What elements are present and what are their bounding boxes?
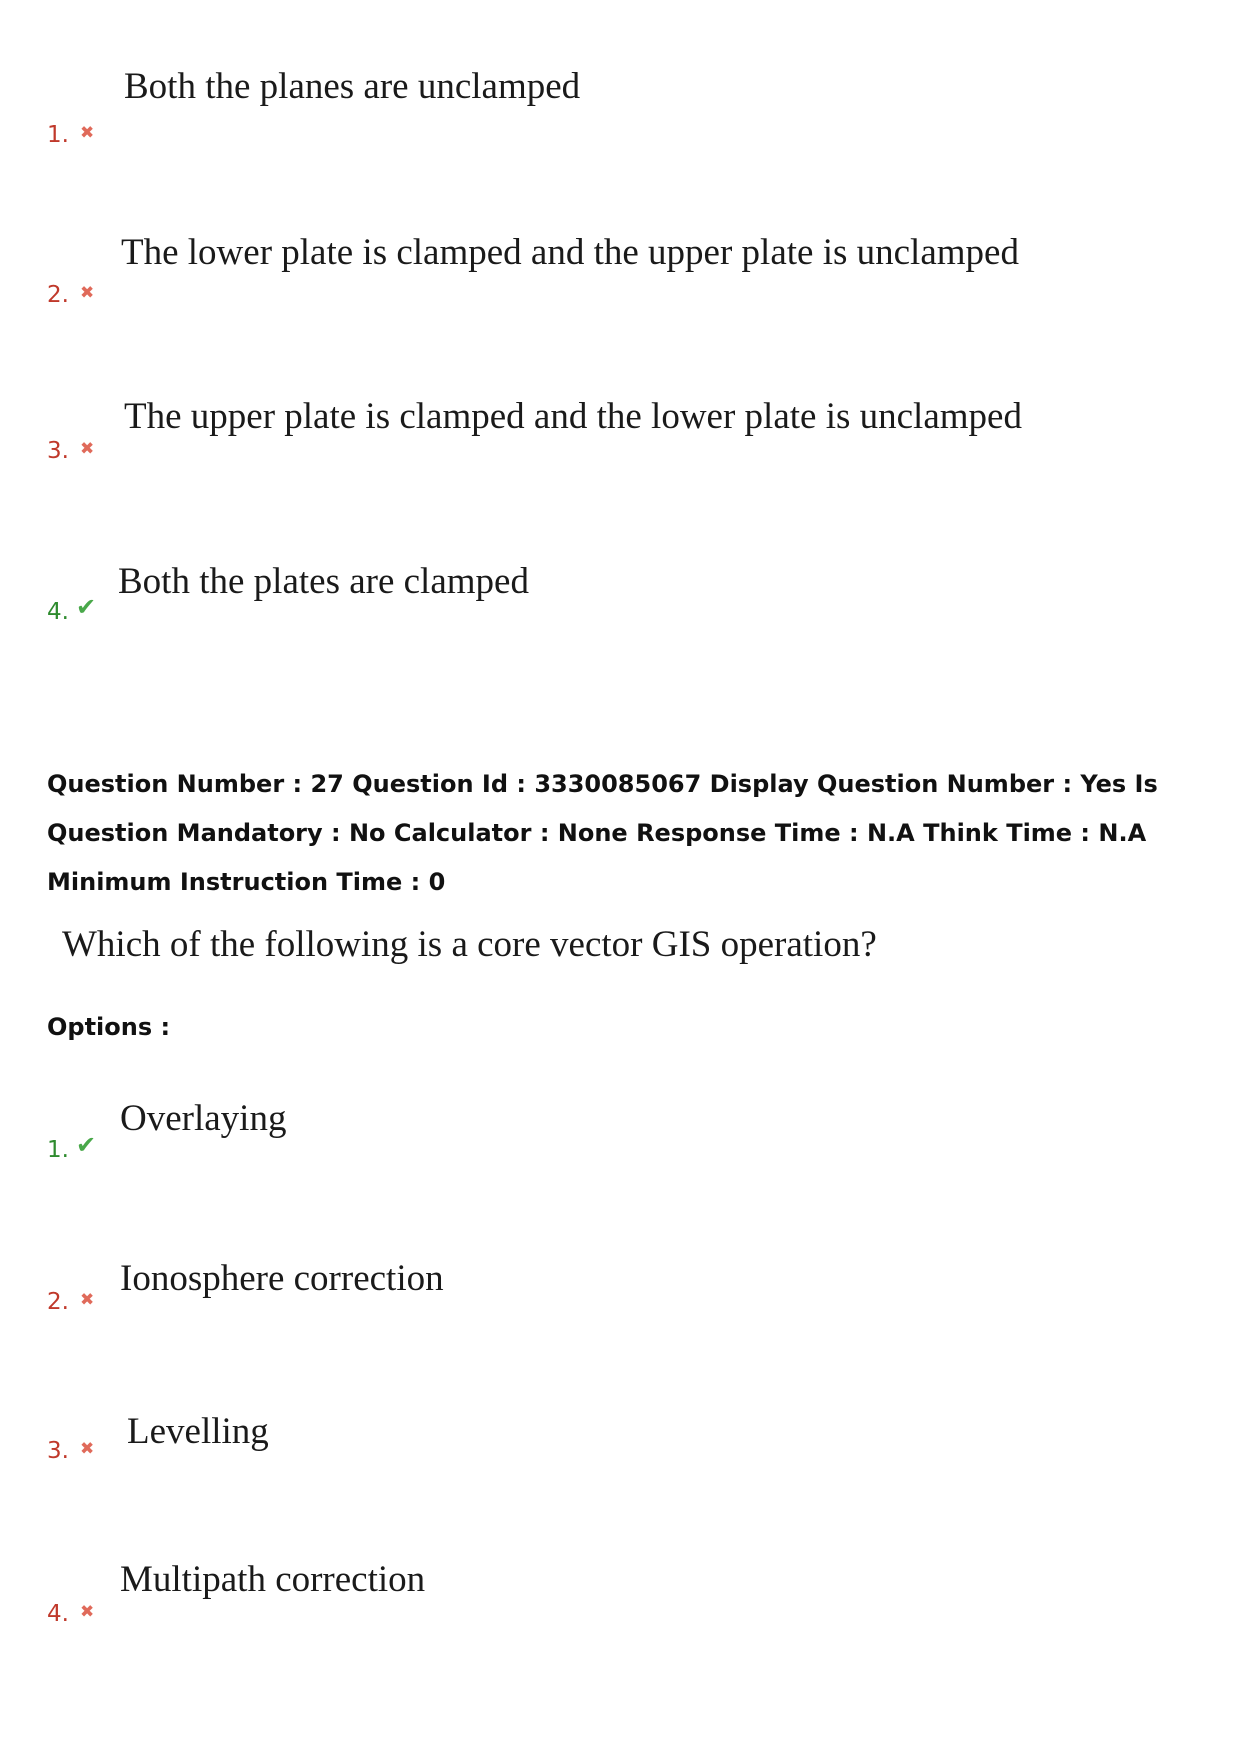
cross-icon: ✖ xyxy=(80,1290,95,1310)
option-number: 3. xyxy=(47,438,69,464)
option-1 xyxy=(0,1092,1240,1212)
option-4 xyxy=(0,1553,1240,1673)
question-text: Which of the following is a core vector GIS operation? xyxy=(62,924,877,965)
cross-icon: ✖ xyxy=(80,439,95,459)
option-2 xyxy=(0,1252,1240,1372)
option-text: The lower plate is clamped and the upper plate is unclamped xyxy=(121,232,1019,273)
option-number: 2. xyxy=(47,1289,69,1315)
option-number: 4. xyxy=(47,599,69,625)
cross-icon: ✖ xyxy=(80,283,95,303)
prev-option-1 xyxy=(0,60,1240,180)
check-icon: ✔ xyxy=(76,1131,97,1159)
option-text: Both the plates are clamped xyxy=(118,561,529,602)
option-number: 3. xyxy=(47,1438,69,1464)
option-number: 4. xyxy=(47,1601,69,1627)
check-icon: ✔ xyxy=(76,593,97,621)
prev-option-4 xyxy=(0,555,1240,675)
option-text: Both the planes are unclamped xyxy=(124,66,581,107)
option-text: Ionosphere correction xyxy=(120,1258,444,1299)
prev-option-2 xyxy=(0,226,1240,346)
question-metadata: Question Number : 27 Question Id : 3330085067 Display Question Number : Yes Is Question Mandatory : No Calculator : None Response Time : N.A Think Time : N.A Minimum Instruction Time : 0 xyxy=(47,770,1158,896)
option-text: Multipath correction xyxy=(120,1559,426,1600)
option-text: The upper plate is clamped and the lower plate is unclamped xyxy=(124,396,1022,437)
option-number: 1. xyxy=(47,1137,69,1163)
cross-icon: ✖ xyxy=(80,123,95,143)
option-text: Overlaying xyxy=(120,1098,287,1139)
option-number: 1. xyxy=(47,122,69,148)
option-text: Levelling xyxy=(127,1411,269,1452)
option-number: 2. xyxy=(47,282,69,308)
option-3 xyxy=(0,1405,1240,1525)
prev-option-3 xyxy=(0,390,1240,510)
cross-icon: ✖ xyxy=(80,1602,95,1622)
cross-icon: ✖ xyxy=(80,1439,95,1459)
options-label: Options : xyxy=(47,1013,171,1041)
